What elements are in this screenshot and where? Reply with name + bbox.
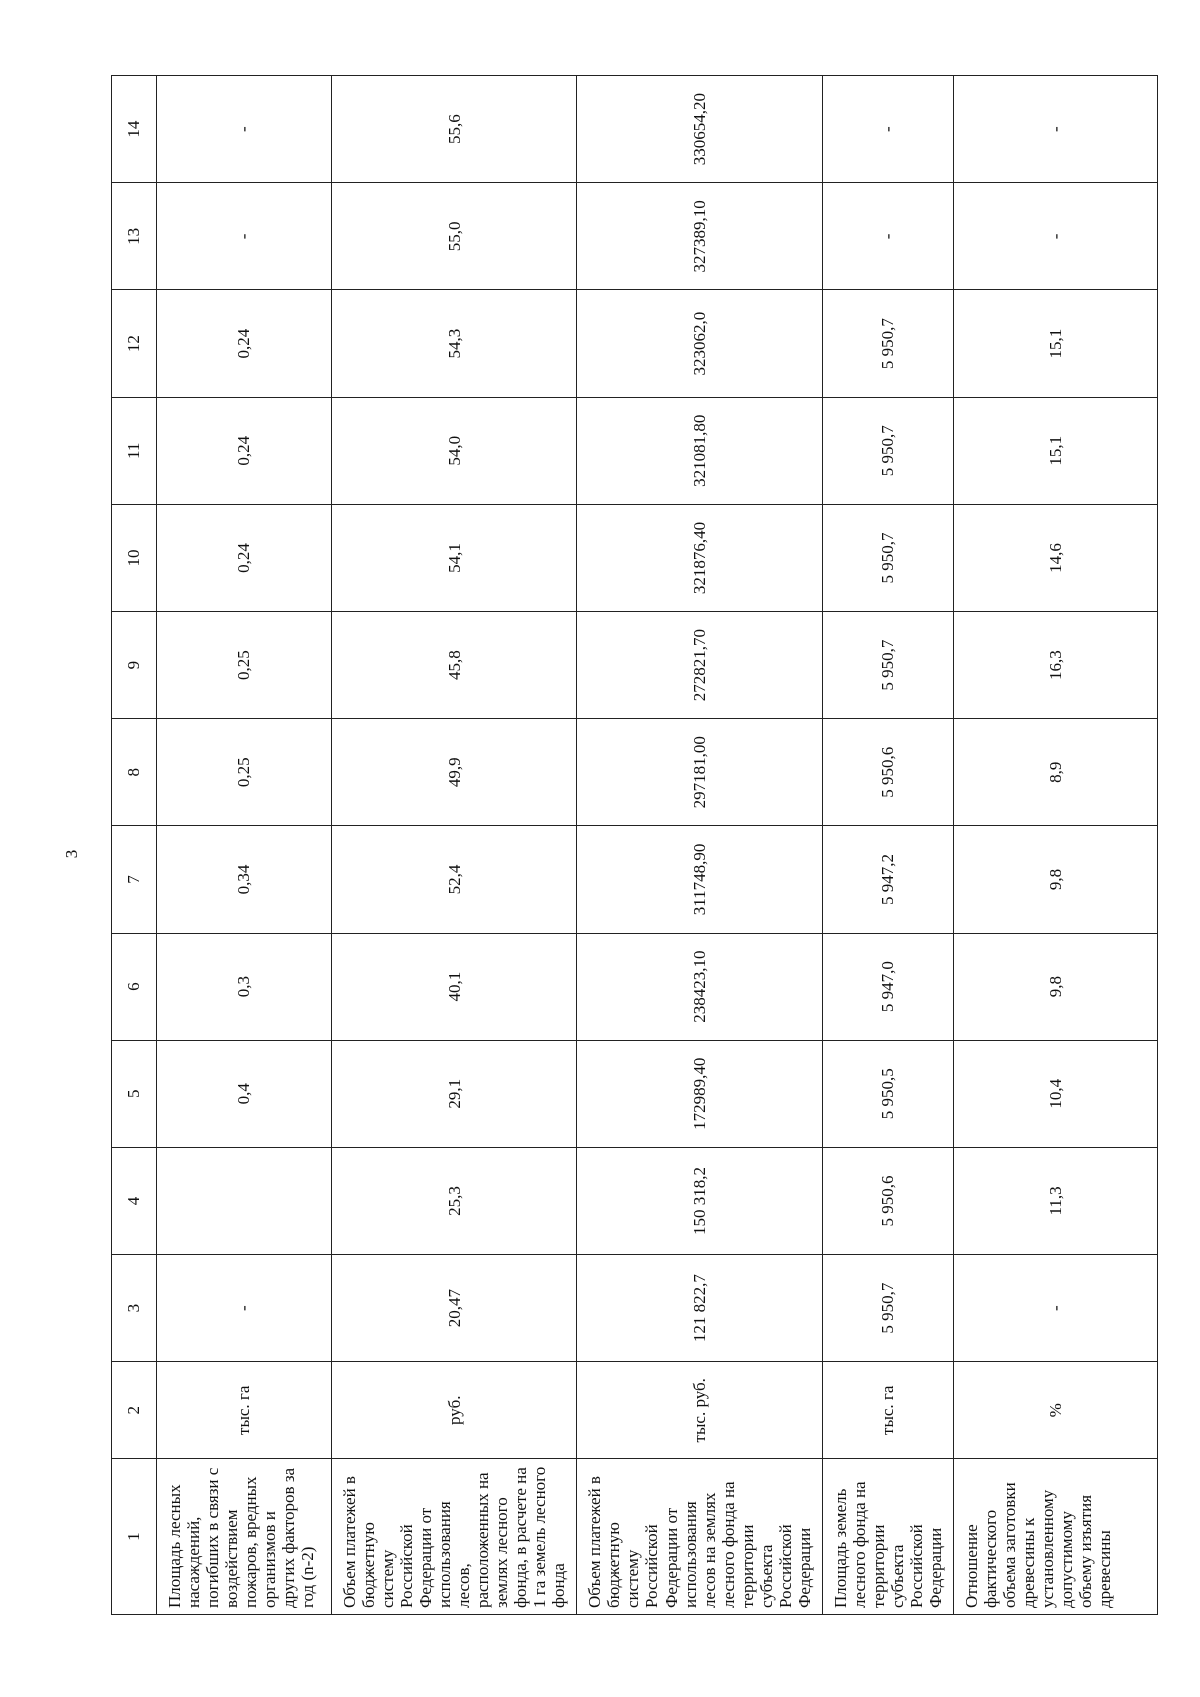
table-cell: 0,4 (157, 1040, 332, 1147)
row-label: Отношение фактического объема заготовки древесины к установленному допустимому объему изъятия древесины (953, 1459, 1157, 1615)
table-cell: - (953, 76, 1157, 183)
column-header: 10 (112, 504, 157, 611)
rotated-table-wrapper (111, 75, 1115, 1615)
row-unit: тыс. руб. (577, 1362, 822, 1459)
table-cell: 10,4 (953, 1040, 1157, 1147)
column-header: 12 (112, 290, 157, 397)
column-header: 3 (112, 1255, 157, 1362)
table-cell: 172989,40 (577, 1040, 822, 1147)
table-cell: 5 950,7 (822, 397, 953, 504)
table-cell: 49,9 (332, 719, 577, 826)
table-cell: 5 950,6 (822, 719, 953, 826)
table-cell: 5 947,2 (822, 826, 953, 933)
column-header: 11 (112, 397, 157, 504)
column-header: 2 (112, 1362, 157, 1459)
table-cell: 321081,80 (577, 397, 822, 504)
table-cell: 5 950,7 (822, 504, 953, 611)
row-label: Объем платежей в бюджетную систему Российской Федерации от использования лесов, расположенных на землях лесного фонда, в расчете на 1 га земель лесного фонда (332, 1459, 577, 1615)
table-cell: - (157, 76, 332, 183)
column-header: 8 (112, 719, 157, 826)
column-header: 6 (112, 933, 157, 1040)
table-cell: 0,25 (157, 719, 332, 826)
indicators-table (111, 75, 1158, 1615)
table-cell: 20,47 (332, 1255, 577, 1362)
table-cell: 5 950,5 (822, 1040, 953, 1147)
table-cell: - (157, 1255, 332, 1362)
table-cell: 297181,00 (577, 719, 822, 826)
table-cell: 11,3 (953, 1147, 1157, 1254)
table-cell: - (953, 1255, 1157, 1362)
table-cell: 272821,70 (577, 612, 822, 719)
table-cell: 121 822,7 (577, 1255, 822, 1362)
row-label: Площадь земель лесного фонда на территории субъекта Российской Федерации (822, 1459, 953, 1615)
table-cell: 5 950,7 (822, 290, 953, 397)
table-cell: - (157, 183, 332, 290)
table-cell: 45,8 (332, 612, 577, 719)
row-unit: тыс. га (822, 1362, 953, 1459)
row-label: Объем платежей в бюджетную систему Российской Федерации от использования лесов на землях лесного фонда на территории субъекта Российской Федерации (577, 1459, 822, 1615)
table-cell: 327389,10 (577, 183, 822, 290)
column-header: 9 (112, 612, 157, 719)
table-cell: 8,9 (953, 719, 1157, 826)
table-cell: 150 318,2 (577, 1147, 822, 1254)
table-cell: 9,8 (953, 933, 1157, 1040)
table-cell: 54,3 (332, 290, 577, 397)
column-header: 14 (112, 76, 157, 183)
table-row (577, 76, 822, 1615)
table-cell: 9,8 (953, 826, 1157, 933)
table-cell: 321876,40 (577, 504, 822, 611)
table-cell: 5 950,7 (822, 612, 953, 719)
table-cell: 0,24 (157, 290, 332, 397)
table-cell: 55,6 (332, 76, 577, 183)
table-cell: 5 950,6 (822, 1147, 953, 1254)
row-unit: тыс. га (157, 1362, 332, 1459)
table-cell: 14,6 (953, 504, 1157, 611)
table-cell: 5 947,0 (822, 933, 953, 1040)
table-cell: 311748,90 (577, 826, 822, 933)
table-cell: 5 950,7 (822, 1255, 953, 1362)
table-cell: 54,0 (332, 397, 577, 504)
table-row (953, 76, 1157, 1615)
column-header: 13 (112, 183, 157, 290)
header-row (112, 76, 157, 1615)
row-unit: руб. (332, 1362, 577, 1459)
table-cell: 0,34 (157, 826, 332, 933)
table-cell: 0,25 (157, 612, 332, 719)
column-header: 1 (112, 1459, 157, 1615)
table-row (822, 76, 953, 1615)
table-cell: 238423,10 (577, 933, 822, 1040)
table-row (332, 76, 577, 1615)
table-cell: 0,24 (157, 504, 332, 611)
table-cell: 25,3 (332, 1147, 577, 1254)
table-cell: 40,1 (332, 933, 577, 1040)
table-cell: 15,1 (953, 290, 1157, 397)
table-cell: 16,3 (953, 612, 1157, 719)
table-cell: 0,3 (157, 933, 332, 1040)
row-unit: % (953, 1362, 1157, 1459)
table-cell: - (822, 183, 953, 290)
table-cell: 52,4 (332, 826, 577, 933)
column-header: 5 (112, 1040, 157, 1147)
table-cell: 29,1 (332, 1040, 577, 1147)
table-cell: 55,0 (332, 183, 577, 290)
column-header: 4 (112, 1147, 157, 1254)
table-cell: 330654,20 (577, 76, 822, 183)
column-header: 7 (112, 826, 157, 933)
table-cell: 0,24 (157, 397, 332, 504)
row-label: Площадь лесных насаждений, погибших в связи с воздействием пожаров, вредных организмов и других факторов за год (n-2) (157, 1459, 332, 1615)
table-cell: - (953, 183, 1157, 290)
table-cell: 15,1 (953, 397, 1157, 504)
page-number: 3 (62, 849, 81, 859)
table-row (157, 76, 332, 1615)
table-cell: 323062,0 (577, 290, 822, 397)
table-cell: 54,1 (332, 504, 577, 611)
table-cell: - (822, 76, 953, 183)
table-cell (157, 1147, 332, 1254)
